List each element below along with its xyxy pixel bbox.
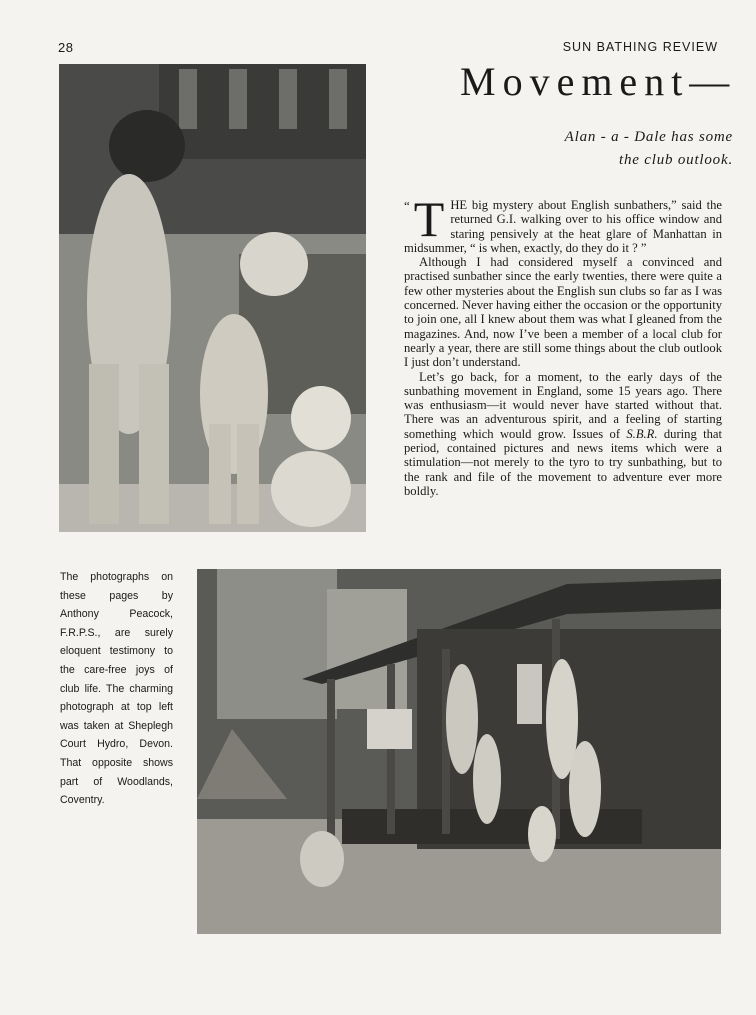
running-head: SUN BATHING REVIEW — [562, 40, 718, 54]
article-paragraph-1 — [404, 191, 722, 255]
byline — [565, 126, 733, 172]
article-body — [404, 191, 722, 498]
article-paragraph-3 — [404, 370, 722, 499]
photo-club-hut — [197, 569, 721, 934]
photo-children-garden-image — [59, 64, 366, 532]
paragraph-3-start: Let’s go back, for a moment, to the early days of the sunbathing movement in England, some 15 years ago. There was enthusiasm—it would never have started without that. There was an adventurous spirit, and a feeling of starting something which would grow. Issues of — [404, 369, 722, 441]
photo-children-garden — [59, 64, 366, 532]
page-number: 28 — [58, 40, 74, 55]
opening-quote: “ — [404, 198, 410, 213]
paragraph-3-end: during that period, contained pictures and news items which were a stimulation—not merely to the tyro to try sunbathing, but to the rank and file of the movement to adventure ever more boldly. — [404, 426, 722, 498]
article-paragraph-2: Although I had considered myself a convinced and practised sunbather since the early twenties, there were quite a few other mysteries about the English sun clubs so far as I was concerned. Never having either the occasion or the opportunity to join one, all I knew about them was what I gleaned from the magazines. And, now I’ve been a member of a local club for nearly a year, there are still some things about the club outlook I just don’t understand. — [404, 255, 722, 370]
article-title: Movement— — [460, 59, 737, 104]
paragraph-1-text: HE big mystery about English sunbathers,” said the returned G.I. walking over to his office window and staring pensively at the heat glare of Manhattan in midsummer, “ is when, exactly, do they do it ? ” — [404, 198, 722, 255]
photo-club-hut-image — [197, 569, 721, 934]
byline-line-2: the club outlook. — [619, 152, 733, 168]
paragraph-3-italic: S.B.R. — [626, 426, 658, 441]
byline-line-1: Alan - a - Dale has some — [564, 129, 733, 145]
drop-cap: T — [413, 191, 445, 247]
photo-caption: The photographs on these pages by Anthony Peacock, F.R.P.S., are surely eloquent testimony to the care-free joys of club life. The charming photograph at top left was taken at Sheplegh Court Hydro, Devon. That opposite shows part of Woodlands, Coventry. — [60, 571, 173, 807]
